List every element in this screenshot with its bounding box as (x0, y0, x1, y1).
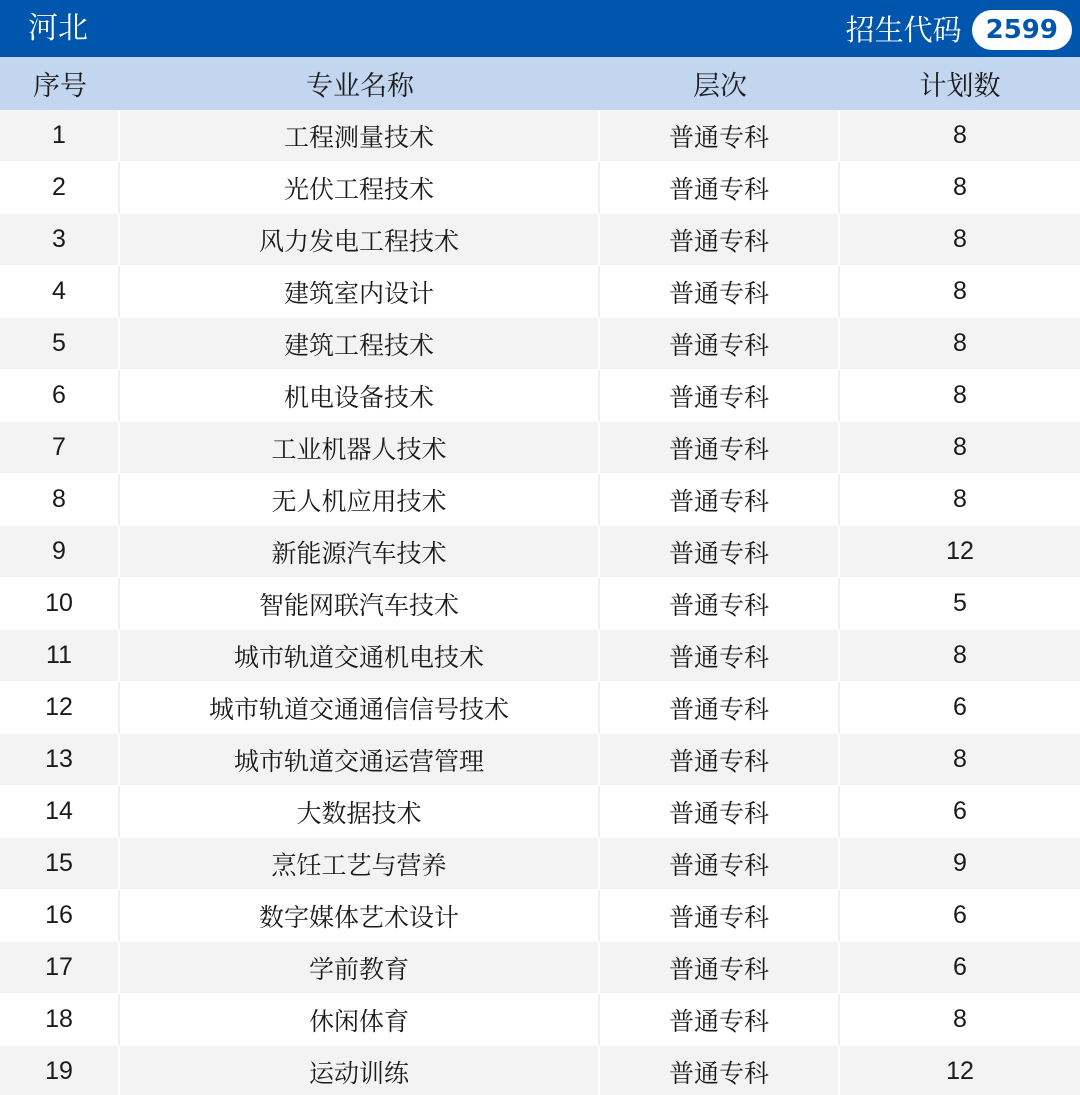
table-row (0, 370, 1080, 422)
plan-count: 8 (840, 214, 1080, 266)
row-index: 11 (0, 630, 120, 682)
row-index: 3 (0, 214, 120, 266)
major-name: 风力发电工程技术 (120, 214, 600, 266)
major-name: 光伏工程技术 (120, 162, 600, 214)
enrollment-code-label: 招生代码 (845, 13, 962, 47)
major-name: 城市轨道交通通信信号技术 (120, 682, 600, 734)
education-level: 普通专科 (600, 110, 840, 162)
table-row (0, 422, 1080, 474)
education-level: 普通专科 (600, 994, 840, 1046)
row-index: 7 (0, 422, 120, 474)
row-index: 8 (0, 474, 120, 526)
column-header-index: 序号 (33, 71, 87, 102)
row-index: 10 (0, 578, 120, 630)
enrollment-code-group (846, 0, 1072, 57)
column-header-major: 专业名称 (306, 71, 414, 102)
major-name: 工业机器人技术 (120, 422, 600, 474)
plan-count: 6 (840, 890, 1080, 942)
major-name: 学前教育 (120, 942, 600, 994)
education-level: 普通专科 (600, 578, 840, 630)
education-level: 普通专科 (600, 266, 840, 318)
enrollment-code-badge: 2599 (972, 10, 1072, 50)
row-index: 1 (0, 110, 120, 162)
table-header (0, 57, 1080, 110)
education-level: 普通专科 (600, 630, 840, 682)
education-level: 普通专科 (600, 162, 840, 214)
education-level: 普通专科 (600, 682, 840, 734)
plan-count: 8 (840, 734, 1080, 786)
row-index: 4 (0, 266, 120, 318)
major-name: 新能源汽车技术 (120, 526, 600, 578)
plan-count: 9 (840, 838, 1080, 890)
table-row (0, 786, 1080, 838)
table-row (0, 838, 1080, 890)
table-row (0, 994, 1080, 1046)
major-name: 运动训练 (120, 1046, 600, 1095)
education-level: 普通专科 (600, 318, 840, 370)
major-name: 建筑室内设计 (120, 266, 600, 318)
major-name: 大数据技术 (120, 786, 600, 838)
row-index: 19 (0, 1046, 120, 1095)
education-level: 普通专科 (600, 422, 840, 474)
major-name: 工程测量技术 (120, 110, 600, 162)
education-level: 普通专科 (600, 474, 840, 526)
major-name: 建筑工程技术 (120, 318, 600, 370)
table-row (0, 682, 1080, 734)
education-level: 普通专科 (600, 838, 840, 890)
row-index: 18 (0, 994, 120, 1046)
education-level: 普通专科 (600, 734, 840, 786)
table-row (0, 526, 1080, 578)
education-level: 普通专科 (600, 526, 840, 578)
major-name: 休闲体育 (120, 994, 600, 1046)
plan-count: 8 (840, 110, 1080, 162)
table-row (0, 318, 1080, 370)
plan-count: 8 (840, 630, 1080, 682)
table-row (0, 214, 1080, 266)
table-row (0, 266, 1080, 318)
table-row (0, 110, 1080, 162)
plan-count: 6 (840, 682, 1080, 734)
row-index: 17 (0, 942, 120, 994)
major-name: 无人机应用技术 (120, 474, 600, 526)
table-body (0, 110, 1080, 1095)
row-index: 6 (0, 370, 120, 422)
major-name: 数字媒体艺术设计 (120, 890, 600, 942)
row-index: 12 (0, 682, 120, 734)
table-row (0, 630, 1080, 682)
education-level: 普通专科 (600, 942, 840, 994)
row-index: 5 (0, 318, 120, 370)
title-bar (0, 0, 1080, 57)
table-row (0, 734, 1080, 786)
table-row (0, 162, 1080, 214)
row-index: 2 (0, 162, 120, 214)
table-row (0, 1046, 1080, 1095)
table-row (0, 942, 1080, 994)
major-name: 城市轨道交通机电技术 (120, 630, 600, 682)
row-index: 14 (0, 786, 120, 838)
column-header-plan: 计划数 (919, 71, 1001, 102)
plan-count: 8 (840, 266, 1080, 318)
plan-count: 8 (840, 318, 1080, 370)
plan-count: 8 (840, 422, 1080, 474)
plan-count: 8 (840, 994, 1080, 1046)
major-name: 烹饪工艺与营养 (120, 838, 600, 890)
table-row (0, 890, 1080, 942)
row-index: 16 (0, 890, 120, 942)
major-name: 机电设备技术 (120, 370, 600, 422)
plan-count: 8 (840, 162, 1080, 214)
plan-count: 5 (840, 578, 1080, 630)
plan-count: 6 (840, 786, 1080, 838)
education-level: 普通专科 (600, 786, 840, 838)
row-index: 9 (0, 526, 120, 578)
plan-count: 8 (840, 370, 1080, 422)
table-row (0, 474, 1080, 526)
row-index: 15 (0, 838, 120, 890)
table-row (0, 578, 1080, 630)
education-level: 普通专科 (600, 370, 840, 422)
province-title: 河北 (28, 11, 88, 46)
education-level: 普通专科 (600, 890, 840, 942)
plan-count: 12 (840, 526, 1080, 578)
column-header-level: 层次 (693, 71, 747, 102)
education-level: 普通专科 (600, 214, 840, 266)
plan-count: 12 (840, 1046, 1080, 1095)
row-index: 13 (0, 734, 120, 786)
plan-count: 6 (840, 942, 1080, 994)
plan-count: 8 (840, 474, 1080, 526)
major-name: 城市轨道交通运营管理 (120, 734, 600, 786)
education-level: 普通专科 (600, 1046, 840, 1095)
major-name: 智能网联汽车技术 (120, 578, 600, 630)
